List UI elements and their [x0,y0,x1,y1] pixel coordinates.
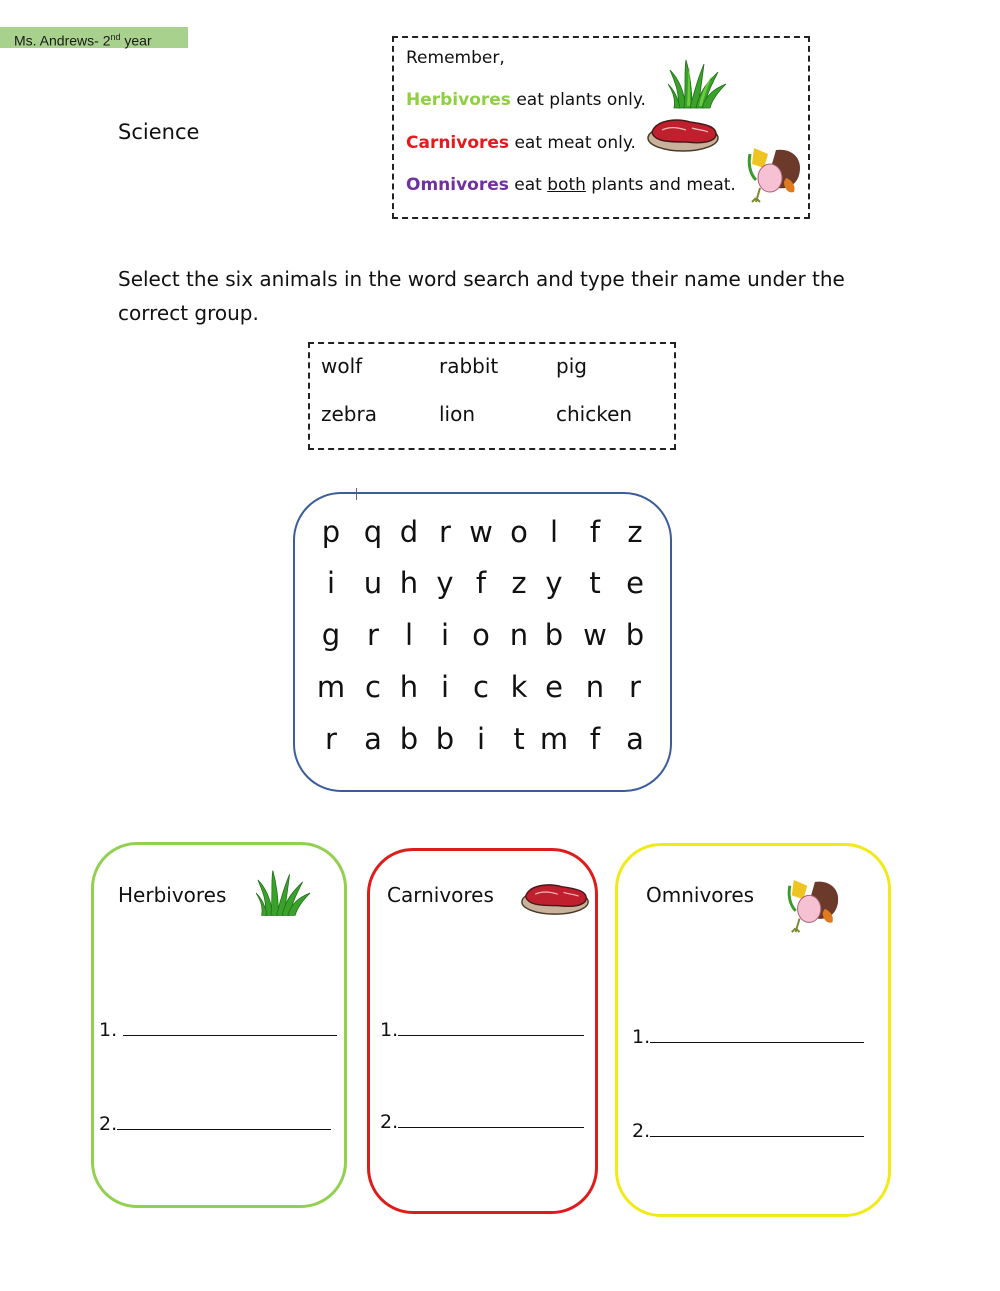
grid-letter[interactable]: w [469,515,493,549]
grid-letter[interactable]: b [435,722,455,756]
herbivore-rest: eat plants only. [516,90,646,110]
grid-letter[interactable]: r [439,515,451,549]
mixed-food-icon [746,144,804,206]
grass-icon [668,56,728,110]
grid-letter[interactable]: i [440,670,450,704]
blank-number: 2. [99,1113,118,1135]
omnivore-emphasis: both [547,175,586,195]
grid-letter[interactable]: f [589,722,601,756]
herbivore-definition [406,90,646,110]
omnivores-title: Omnivores [646,883,755,907]
carnivores-blank-1[interactable] [380,1017,584,1041]
grid-letter[interactable]: b [399,722,419,756]
blank-number: 1. [99,1019,118,1041]
grid-letter[interactable]: u [363,566,383,600]
remember-box [392,36,810,219]
carnivore-rest: eat meat only. [514,133,636,153]
word-bank-item: lion [439,402,476,426]
grid-letter[interactable]: l [404,618,414,652]
grid-letter[interactable]: r [367,618,379,652]
grid-letter[interactable]: m [316,670,346,704]
herbivores-blank-2[interactable] [99,1111,331,1135]
grid-letter[interactable]: i [326,566,336,600]
herbivore-term: Herbivores [406,90,511,110]
steak-icon [520,881,590,917]
omnivore-definition [406,175,736,195]
grid-letter[interactable]: f [589,515,601,549]
instructions: Select the six animals in the word search and type their name under the correct group. [118,267,845,325]
word-bank-item: zebra [321,402,377,426]
grid-letter[interactable]: c [365,670,381,704]
grid-letter[interactable]: t [513,722,525,756]
blank-number: 2. [380,1111,399,1133]
teacher-label: Ms. Andrews- 2nd year [0,27,188,48]
grid-letter[interactable]: e [545,670,563,704]
grid-letter[interactable]: i [476,722,486,756]
grid-letter[interactable]: d [399,515,419,549]
word-search-grid [293,492,672,792]
grid-letter[interactable]: z [511,566,527,600]
grid-letter[interactable]: q [363,515,383,549]
grid-letter[interactable]: b [544,618,564,652]
grid-letter[interactable]: n [509,618,529,652]
remember-intro: Remember, [406,48,505,68]
grid-letter[interactable]: o [510,515,528,549]
word-bank-item: pig [556,354,587,378]
carnivores-card [367,848,598,1214]
grid-letter[interactable]: w [583,618,607,652]
omnivore-rest: plants and meat. [591,175,736,195]
carnivore-term: Carnivores [406,133,510,153]
grass-icon [256,865,312,919]
mixed-food-icon [786,876,842,936]
carnivores-blank-2[interactable] [380,1109,584,1133]
grid-letter[interactable]: l [549,515,559,549]
grid-letter[interactable]: z [627,515,643,549]
omnivores-card [615,843,891,1217]
grid-letter[interactable]: h [399,566,419,600]
word-bank-item: chicken [556,402,633,426]
omnivores-blank-1[interactable] [632,1024,864,1048]
word-bank-item: rabbit [439,354,499,378]
grid-letter[interactable]: c [473,670,489,704]
herbivores-card [91,842,347,1208]
herbivores-title: Herbivores [118,883,227,907]
grid-letter[interactable]: y [436,566,454,600]
word-bank [308,342,676,450]
grid-letter[interactable]: b [625,618,645,652]
grid-letter[interactable]: a [626,722,644,756]
omnivores-blank-2[interactable] [632,1118,864,1142]
grid-letter[interactable]: o [472,618,490,652]
herbivores-blank-1[interactable] [99,1017,337,1041]
word-bank-item: wolf [321,354,363,378]
omnivore-pre: eat [514,175,542,195]
grid-letter[interactable]: r [325,722,337,756]
grid-letter[interactable]: a [364,722,382,756]
grid-letter[interactable]: p [321,515,341,549]
grid-letter[interactable]: g [321,618,341,652]
blank-number: 1. [380,1019,399,1041]
grid-letter[interactable]: y [545,566,563,600]
subject-title: Science [118,120,200,144]
steak-icon [646,116,720,154]
grid-letter[interactable]: f [475,566,487,600]
carnivore-definition [406,133,636,153]
grid-letter[interactable]: e [626,566,644,600]
grid-letter[interactable]: h [399,670,419,704]
blank-number: 2. [632,1120,651,1142]
blank-number: 1. [632,1026,651,1048]
grid-letter[interactable]: i [440,618,450,652]
grid-letter[interactable]: r [629,670,641,704]
grid-letter[interactable]: t [589,566,601,600]
carnivores-title: Carnivores [387,883,494,907]
grid-letter[interactable]: n [585,670,605,704]
grid-letter[interactable]: k [510,670,528,704]
omnivore-term: Omnivores [406,175,509,195]
grid-letter[interactable]: m [539,722,569,756]
